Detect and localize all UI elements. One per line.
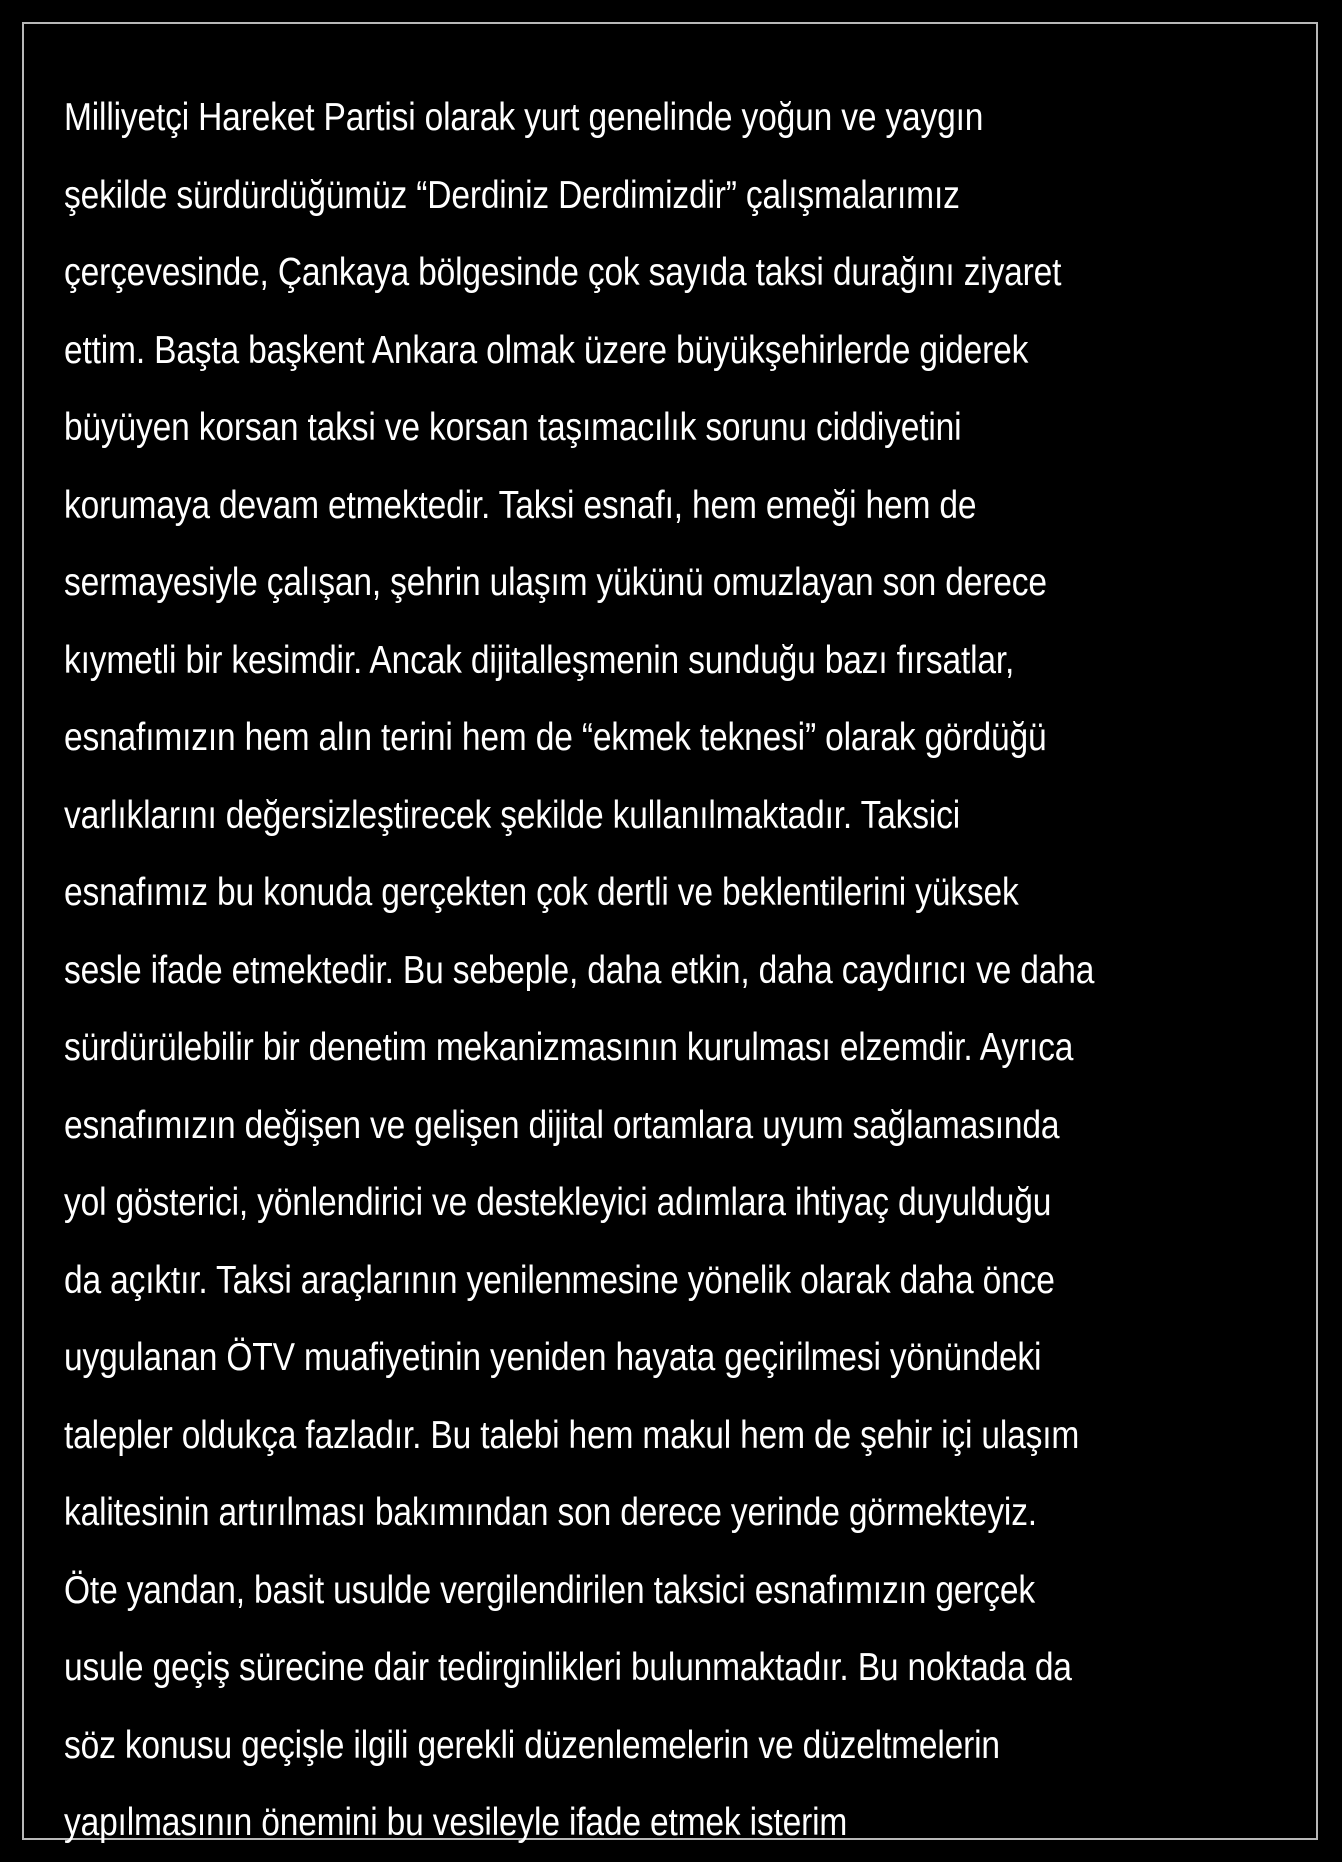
text-line: yapılmasının önemini bu vesileyle ifade etmek isterim [64, 1801, 848, 1844]
text-line: uygulanan ÖTV muafiyetinin yeniden hayata geçirilmesi yönündeki [64, 1336, 1042, 1379]
text-line: büyüyen korsan taksi ve korsan taşımacılık sorunu ciddiyetini [64, 406, 962, 449]
text-line: da açıktır. Taksi araçlarının yenilenmesine yönelik olarak daha önce [64, 1258, 1055, 1302]
text-line: kalitesinin artırılması bakımından son derece yerinde görmekteyiz. [64, 1491, 1037, 1534]
text-line: sesle ifade etmektedir. Bu sebeple, daha etkin, daha caydırıcı ve daha [64, 948, 1095, 992]
text-line: esnafımızın değişen ve gelişen dijital ortamlara uyum sağlamasında [64, 1103, 1060, 1147]
statement-text [64, 79, 1294, 1862]
text-line: sermayesiyle çalışan, şehrin ulaşım yükünü omuzlayan son derece [64, 561, 1047, 604]
text-line: ettim. Başta başkent Ankara olmak üzere büyükşehirlerde giderek [64, 328, 1029, 372]
text-line: yol gösterici, yönlendirici ve destekleyici adımlara ihtiyaç duyulduğu [64, 1181, 1052, 1224]
text-line: esnafımızın hem alın terini hem de “ekmek teknesi” olarak gördüğü [64, 716, 1047, 759]
text-line: sürdürülebilir bir denetim mekanizmasının kurulması elzemdir. Ayrıca [64, 1026, 1074, 1069]
text-line: Öte yandan, basit usulde vergilendirilen taksici esnafımızın gerçek [64, 1568, 1035, 1612]
text-line: usule geçiş sürecine dair tedirginlikleri bulunmaktadır. Bu noktada da [64, 1646, 1072, 1689]
text-line: korumaya devam etmektedir. Taksi esnafı, hem emeği hem de [64, 483, 977, 527]
document-frame [22, 22, 1318, 1844]
text-line: talepler oldukça fazladır. Bu talebi hem makul hem de şehir içi ulaşım [64, 1413, 1080, 1457]
text-line: söz konusu geçişle ilgili gerekli düzenlemelerin ve düzeltmelerin [64, 1723, 1000, 1767]
text-line: varlıklarını değersizleştirecek şekilde kullanılmaktadır. Taksici [64, 793, 961, 837]
text-line: kıymetli bir kesimdir. Ancak dijitalleşmenin sunduğu bazı fırsatlar, [64, 638, 1015, 682]
text-line: esnafımız bu konuda gerçekten çok dertli ve beklentilerini yüksek [64, 871, 1019, 914]
text-line: şekilde sürdürdüğümüz “Derdiniz Derdimizdir” çalışmalarımız [64, 173, 960, 217]
text-line: Milliyetçi Hareket Partisi olarak yurt genelinde yoğun ve yaygın [64, 96, 984, 139]
text-line: çerçevesinde, Çankaya bölgesinde çok sayıda taksi durağını ziyaret [64, 251, 1062, 294]
